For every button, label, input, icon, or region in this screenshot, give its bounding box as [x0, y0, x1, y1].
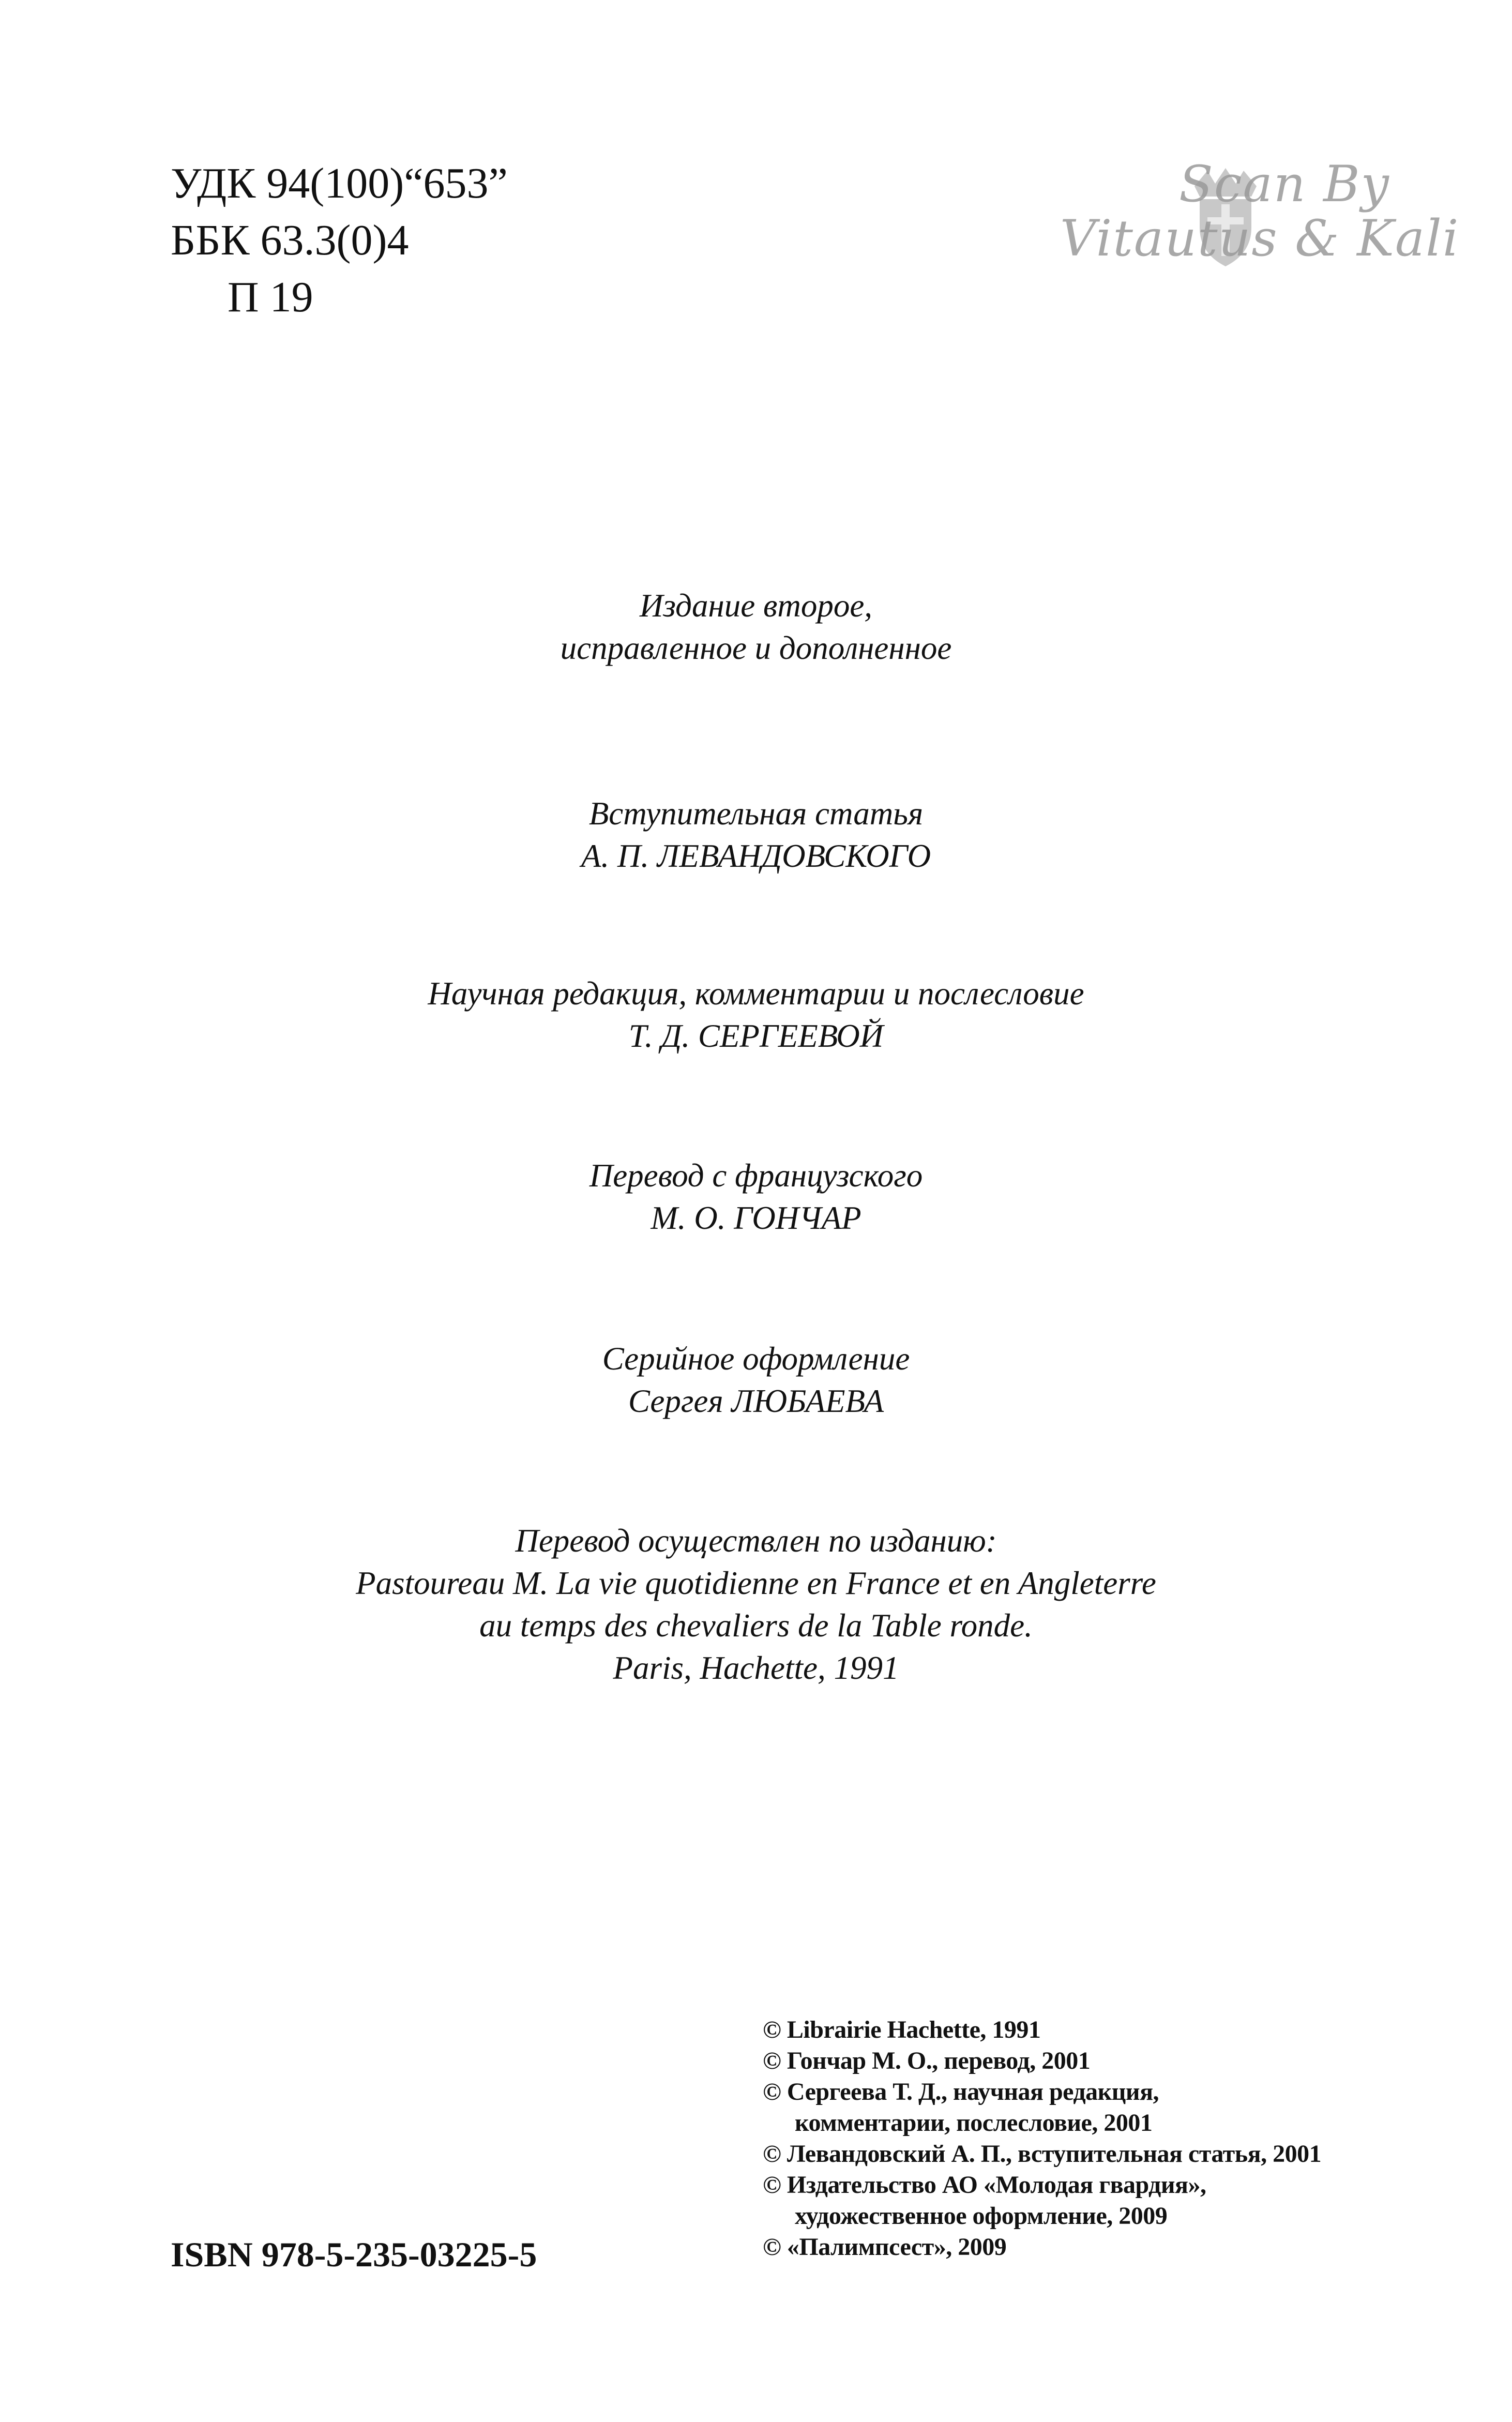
udk-code: УДК 94(100)“653” — [171, 159, 508, 207]
series-design-label: Серийное оформление — [602, 1341, 910, 1377]
series-designer: Сергея ЛЮБАЕВА — [628, 1383, 884, 1419]
isbn-number: ISBN 978-5-235-03225-5 — [171, 2235, 537, 2274]
original-label: Перевод осуществлен по изданию: — [515, 1523, 997, 1559]
scan-watermark — [1060, 155, 1460, 290]
copyright-line: © Левандовский А. П., вступительная статья, 2001 — [763, 2140, 1322, 2168]
original-title-line-2: au temps des chevaliers de la Table ronde. — [479, 1607, 1033, 1644]
edition-block — [0, 584, 1512, 669]
translation-label: Перевод с французского — [589, 1157, 923, 1194]
author-mark-code: П 19 — [228, 273, 313, 321]
intro-label: Вступительная статья — [588, 795, 924, 832]
edition-line-1: Издание второе, — [639, 588, 873, 624]
original-edition-block — [0, 1520, 1512, 1689]
edition-line-2: исправленное и дополненное — [560, 630, 952, 666]
original-publisher: Paris, Hachette, 1991 — [613, 1650, 899, 1686]
bbk-code: ББК 63.3(0)4 — [171, 216, 409, 264]
scientific-editing-credit — [0, 972, 1512, 1057]
copyright-line: комментарии, послесловие, 2001 — [795, 2109, 1153, 2137]
intro-credit — [0, 792, 1512, 877]
translator: М. О. ГОНЧАР — [651, 1200, 861, 1236]
copyright-line: художественное оформление, 2009 — [795, 2202, 1168, 2230]
series-design-credit — [0, 1337, 1512, 1422]
intro-author: А. П. ЛЕВАНДОВСКОГО — [581, 838, 931, 874]
copyright-line: © Гончар М. О., перевод, 2001 — [763, 2047, 1091, 2074]
watermark-line-2: Vitautus & Kali — [1060, 209, 1460, 267]
copyright-line: © «Палимпсест», 2009 — [763, 2233, 1007, 2261]
scientific-editor: Т. Д. СЕРГЕЕВОЙ — [628, 1018, 884, 1054]
copyright-line: © Издательство АО «Молодая гвардия», — [763, 2171, 1206, 2199]
copyright-line: © Librairie Hachette, 1991 — [763, 2016, 1041, 2043]
copyright-line: © Сергеева Т. Д., научная редакция, — [763, 2078, 1159, 2105]
translation-credit — [0, 1154, 1512, 1239]
scientific-editing-label: Научная редакция, комментарии и послесловие — [428, 975, 1084, 1012]
original-title-line-1: Pastoureau M. La vie quotidienne en France et en Angleterre — [356, 1565, 1156, 1601]
copyright-list — [763, 2014, 1321, 2263]
classification-block — [171, 155, 508, 326]
watermark-line-1: Scan By — [1179, 155, 1390, 213]
